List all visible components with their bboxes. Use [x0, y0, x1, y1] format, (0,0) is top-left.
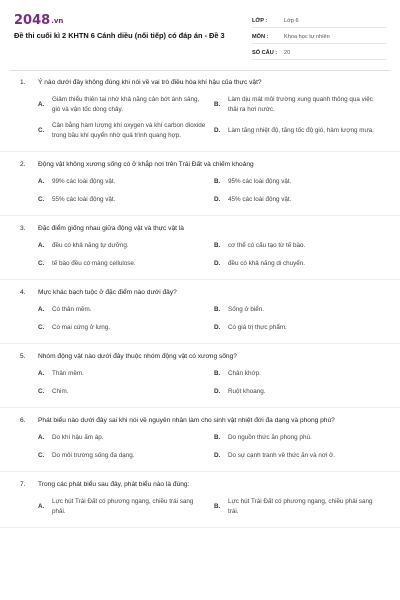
question-1: [0, 78, 400, 152]
option-a[interactable]: A. Có thân mềm.: [38, 306, 92, 313]
question-number: 4.: [20, 289, 26, 296]
option-c[interactable]: C. Chim.: [38, 388, 69, 395]
option-b[interactable]: B. Làm dịu mát môi trường xung quanh thông qua việc thải ra hơi nước.: [214, 96, 373, 113]
question-list: [0, 78, 400, 536]
site-logo[interactable]: 2048.vn: [14, 13, 64, 28]
option-a[interactable]: A. Thân mềm.: [38, 370, 84, 377]
question-2: [0, 160, 400, 216]
meta-class: LỚP : Lớp 6: [252, 14, 386, 28]
option-b[interactable]: B. Chân khớp.: [214, 370, 261, 377]
question-number: 1.: [20, 79, 26, 86]
option-d[interactable]: D. Có giá trị thực phẩm.: [214, 324, 287, 331]
option-d[interactable]: D. 45% các loài động vật.: [214, 196, 292, 203]
question-text: Đặc điểm giống nhau giữa động vật và thực vật là: [38, 225, 184, 232]
option-b[interactable]: B. Do nguồn thức ăn phong phú.: [214, 434, 312, 441]
option-d[interactable]: D. Ruột khoang.: [214, 388, 266, 395]
header-divider: [10, 70, 390, 71]
question-text: Mực khác bạch tuộc ở đặc điểm nào dưới đây?: [38, 289, 177, 296]
option-d[interactable]: D. Làm tăng nhiệt độ, tăng tốc độ gió, hàm lượng mưa.: [214, 127, 374, 134]
question-7: [0, 480, 400, 528]
option-a[interactable]: A. 99% các loài động vật.: [38, 178, 116, 185]
question-text: Nhóm động vật nào dưới đây thuộc nhóm động vật có xương sống?: [38, 353, 237, 360]
question-number: 3.: [20, 225, 26, 232]
exam-meta: [252, 14, 386, 62]
question-text: Động vật không xương sống có ở khắp nơi trên Trái Đất và chiếm khoảng: [38, 161, 254, 168]
option-d[interactable]: D. Do sự cạnh tranh về thức ăn và nơi ở.: [214, 452, 335, 459]
option-a[interactable]: A. Giảm thiểu thiên tai nhờ khả năng cản bớt ánh sáng, gió và vận tốc dòng chảy.: [38, 96, 200, 113]
question-number: 6.: [20, 417, 26, 424]
question-5: [0, 352, 400, 408]
question-3: [0, 224, 400, 280]
question-number: 7.: [20, 481, 26, 488]
question-number: 2.: [20, 161, 26, 168]
option-c[interactable]: C. Do môi trường sống đa dạng.: [38, 452, 135, 459]
option-c[interactable]: C. tế bào đều có màng cellulose.: [38, 260, 136, 267]
question-text: Phát biểu nào dưới đây sai khi nói về nguyên nhân làm cho sinh vật nhiệt đới đa dạng và phong phú?: [38, 417, 335, 424]
option-b[interactable]: B. Lực hút Trái Đất có phương ngang, chiều phải sang trái.: [214, 498, 373, 515]
option-a[interactable]: A. Lực hút Trái Đất có phương ngang, chiều trái sang phải.: [38, 498, 194, 515]
option-c[interactable]: C. Cân bằng hàm lượng khí oxygen và khí carbon dioxide trong bầu khí quyển nhờ quá trình quang hợp.: [38, 122, 206, 139]
option-c[interactable]: C. 55% các loài động vật.: [38, 196, 116, 203]
option-d[interactable]: D. đều có khả năng di chuyển.: [214, 260, 306, 267]
meta-question-count: SỐ CÂU : 20: [252, 46, 386, 60]
question-text: Ý nào dưới đây không đúng khi nói về vai trò điều hòa khí hậu của thực vật?: [38, 79, 262, 86]
option-c[interactable]: C. Có mai cứng ở lưng.: [38, 324, 111, 331]
option-a[interactable]: A. đều có khả năng tự dưỡng.: [38, 242, 129, 249]
option-b[interactable]: B. cơ thể có cấu tạo từ tế bào.: [214, 242, 306, 249]
option-b[interactable]: B. Sống ở biển.: [214, 306, 264, 313]
question-6: [0, 416, 400, 472]
question-text: Trong các phát biểu sau đây, phát biểu nào là đúng:: [38, 481, 190, 488]
page-title: Đề thi cuối kì 2 KHTN 6 Cánh diều (nối tiếp) có đáp án - Đề 3: [14, 31, 225, 40]
option-b[interactable]: B. 95% các loài động vật.: [214, 178, 292, 185]
meta-subject: MÔN : Khoa học tự nhiên: [252, 30, 386, 44]
question-number: 5.: [20, 353, 26, 360]
option-a[interactable]: A. Do khí hậu ấm áp.: [38, 434, 104, 441]
header: [0, 0, 400, 66]
question-4: [0, 288, 400, 344]
